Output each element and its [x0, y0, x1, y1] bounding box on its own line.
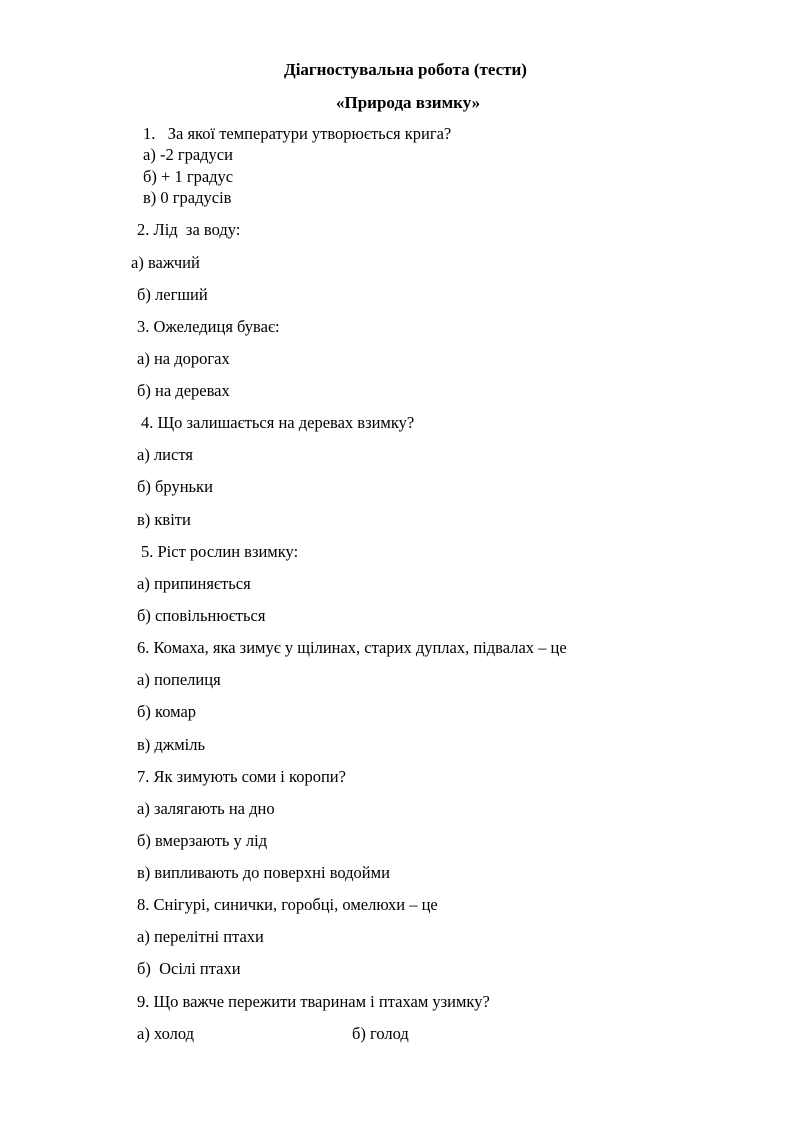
question-5: 5. Ріст рослин взимку:: [141, 542, 299, 561]
q4-option-b: б) бруньки: [137, 477, 213, 496]
q4-option-c: в) квіти: [137, 510, 191, 529]
q9-option-b: б) голод: [352, 1024, 409, 1043]
question-7: 7. Як зимують соми і коропи?: [137, 767, 346, 786]
q4-option-a: а) листя: [137, 445, 193, 464]
q8-option-a: а) перелітні птахи: [137, 927, 264, 946]
q7-option-b: б) вмерзають у лід: [137, 831, 268, 850]
q1-option-a: а) -2 градуси: [143, 145, 233, 164]
q3-option-b: б) на деревах: [137, 381, 230, 400]
q6-option-a: а) попелиця: [137, 670, 221, 689]
q6-option-c: в) джміль: [137, 735, 205, 754]
question-6: 6. Комаха, яка зимує у щілинах, старих дуплах, підвалах – це: [137, 638, 567, 657]
q6-option-b: б) комар: [137, 702, 197, 721]
q9-option-a: а) холод: [137, 1024, 195, 1043]
question-1: 1. За якої температури утворюється крига?: [143, 124, 452, 143]
q2-option-a: а) важчий: [131, 253, 200, 272]
question-9: 9. Що важче пережити тваринам і птахам узимку?: [137, 992, 490, 1011]
q2-option-b: б) легший: [137, 285, 208, 304]
q1-option-c: в) 0 градусів: [143, 188, 232, 207]
q7-option-c: в) випливають до поверхні водойми: [137, 863, 390, 882]
q1-option-b: б) + 1 градус: [143, 167, 234, 186]
q3-option-a: а) на дорогах: [137, 349, 230, 368]
q8-option-b: б) Осілі птахи: [137, 959, 241, 978]
question-2: 2. Лід за воду:: [137, 220, 241, 239]
question-8: 8. Снігурі, синички, горобці, омелюхи – це: [137, 895, 438, 914]
question-3: 3. Ожеледиця буває:: [137, 317, 280, 336]
q5-option-a: а) припиняється: [137, 574, 251, 593]
document-subtitle: «Природа взимку»: [336, 93, 481, 112]
q7-option-a: а) залягають на дно: [137, 799, 275, 818]
document-title: Діагностувальна робота (тести): [284, 60, 527, 79]
question-4: 4. Що залишається на деревах взимку?: [141, 413, 415, 432]
q5-option-b: б) сповільнюється: [137, 606, 266, 625]
